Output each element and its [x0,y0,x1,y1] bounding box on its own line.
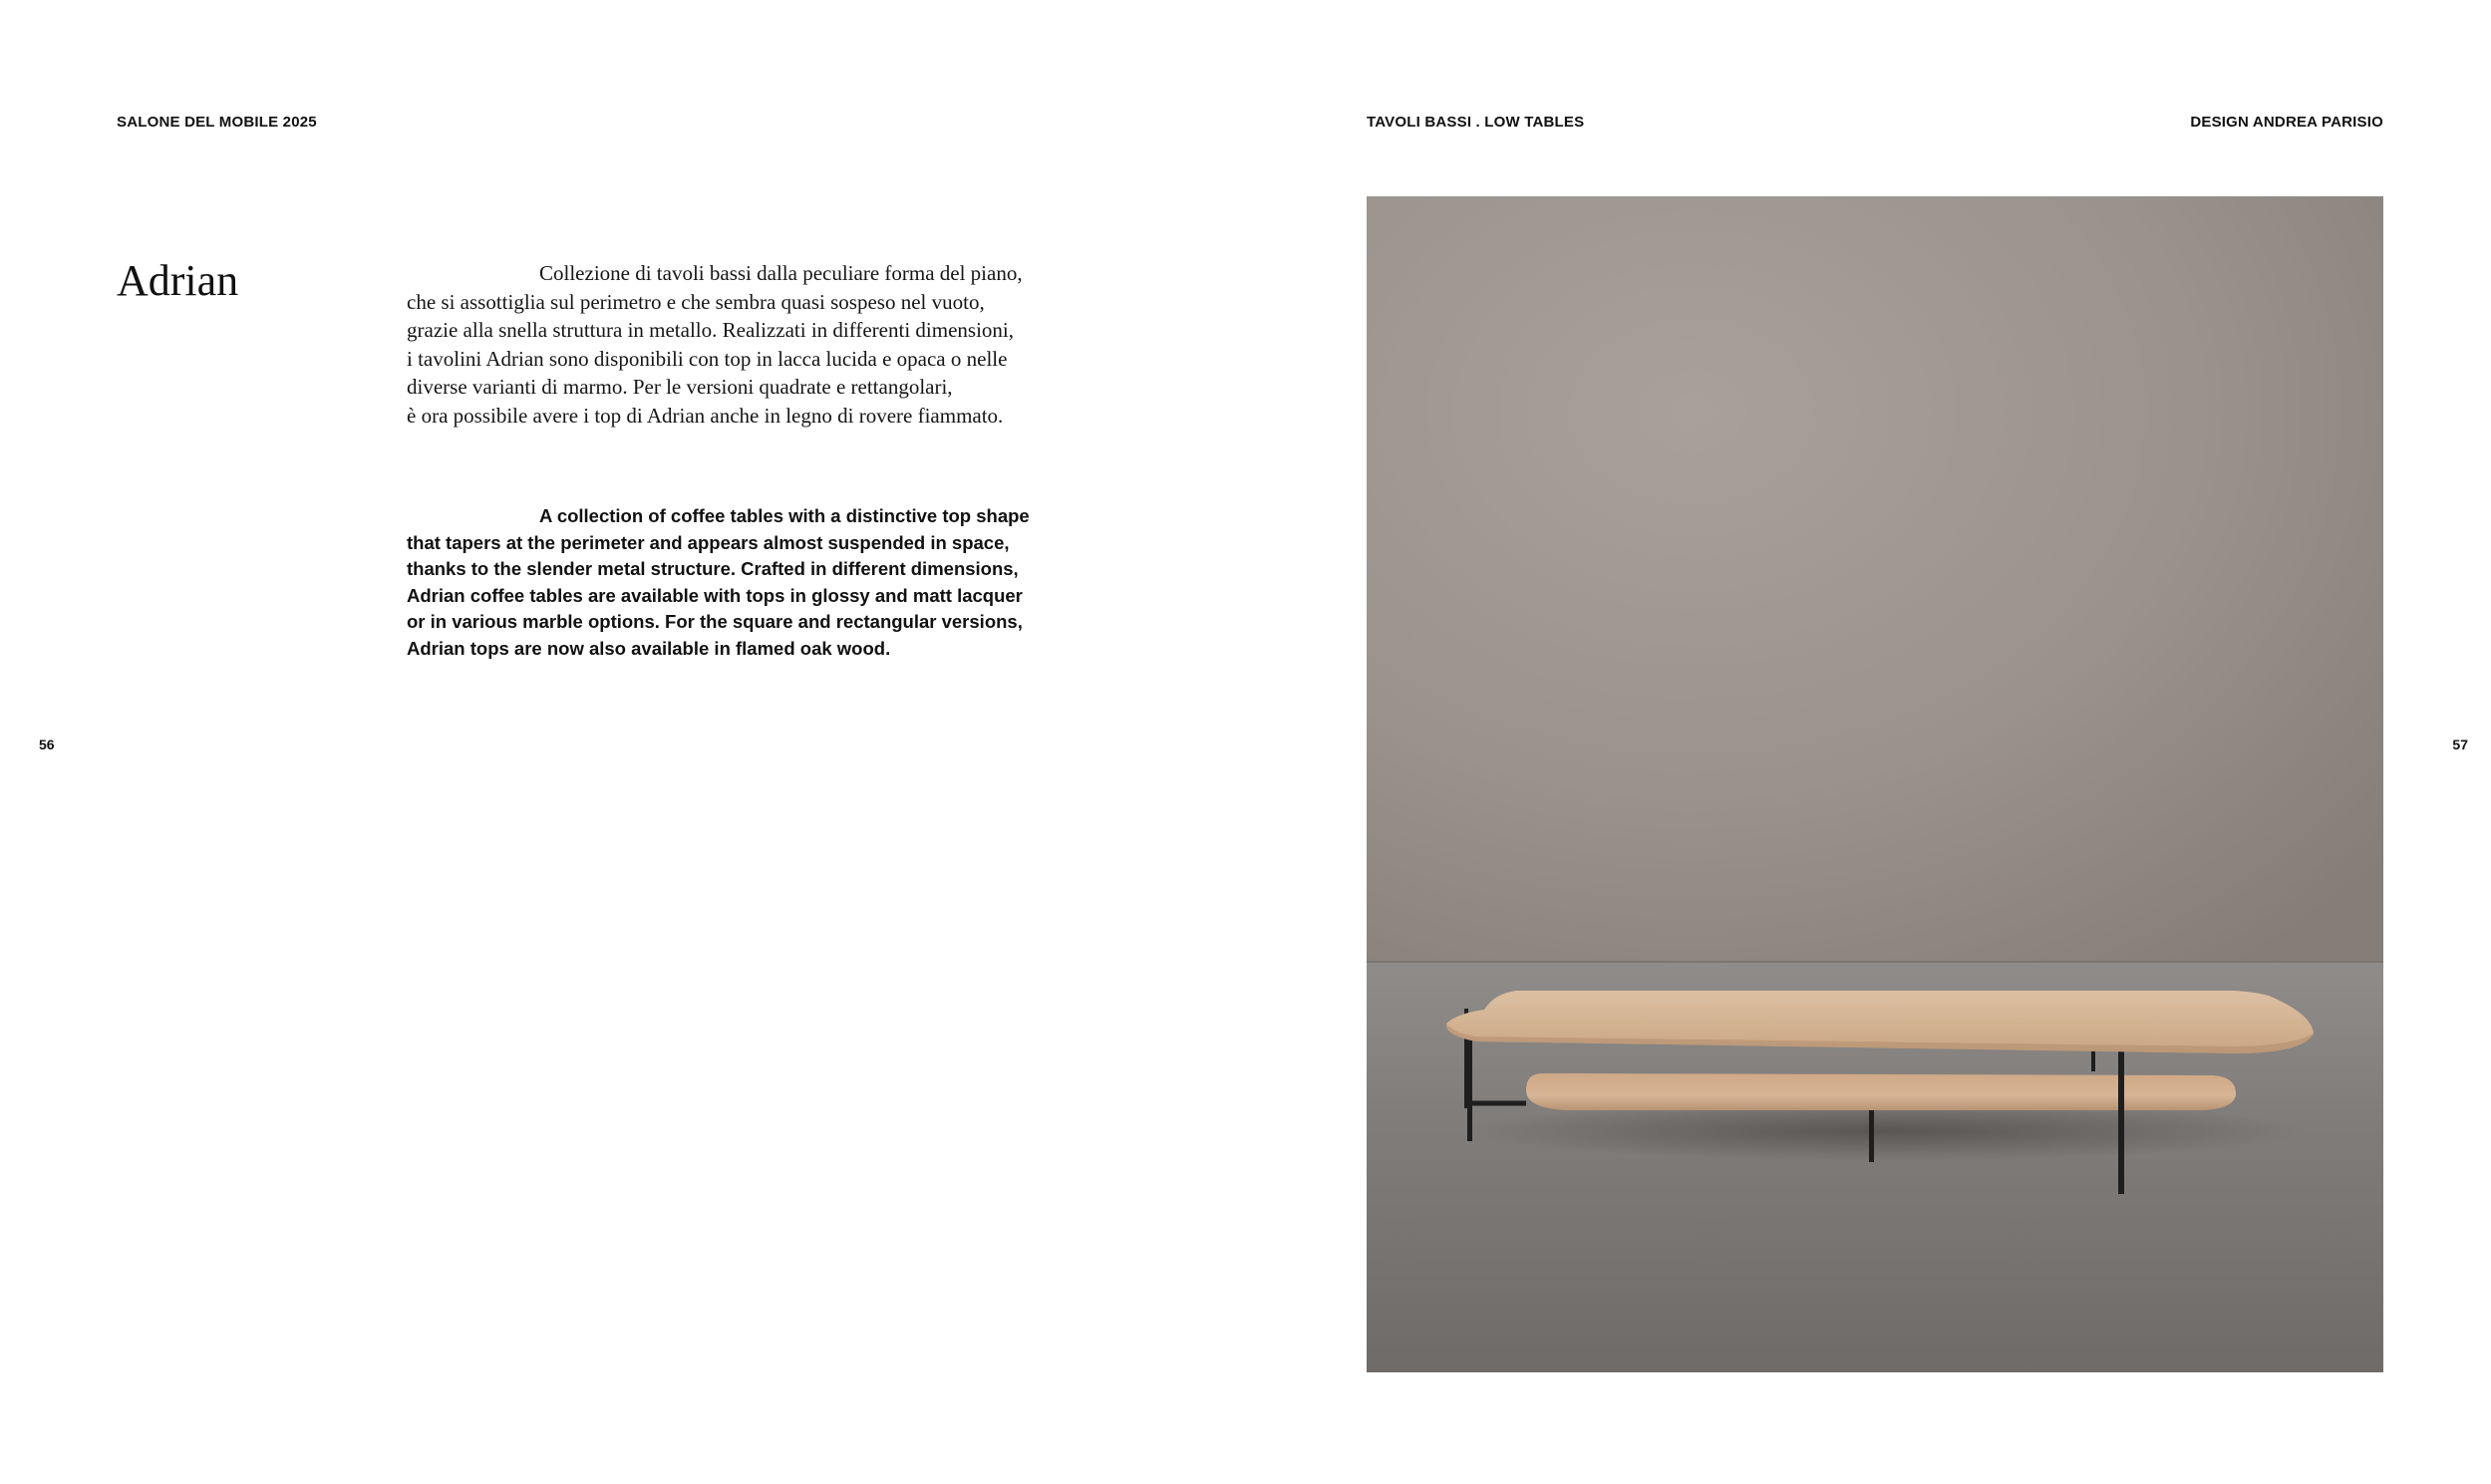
description-english [407,503,1085,662]
header-designer: DESIGN ANDREA PARISIO [2190,114,2383,131]
product-title: Adrian [117,256,239,305]
header-event: SALONE DEL MOBILE 2025 [117,114,317,131]
page-number-left: 56 [39,737,55,752]
description-line: Adrian tops are now also available in flamed oak wood. [407,637,891,659]
description-line: Collezione di tavoli bassi dalla peculiare forma del piano, [539,261,1023,285]
header-section: TAVOLI BASSI . LOW TABLES [1367,114,1585,131]
table-leg [2118,1041,2124,1194]
description-line: or in various marble options. For the square and rectangular versions, [407,611,1023,632]
description-line: A collection of coffee tables with a distinctive top shape [539,505,1030,526]
description-line: grazie alla snella struttura in metallo. Realizzati in differenti dimensioni, [407,318,1014,342]
description-line: thanks to the slender metal structure. Crafted in different dimensions, [407,558,1019,579]
description-line: Adrian coffee tables are available with tops in glossy and matt lacquer [407,584,1023,606]
product-photo [1367,196,2383,1372]
table-leg [1467,1024,1472,1141]
description-line: i tavolini Adrian sono disponibili con top in lacca lucida e opaca o nelle [407,346,1008,371]
description-line: che si assottiglia sul perimetro e che sembra quasi sospeso nel vuoto, [407,289,985,314]
table-shelf [1526,1073,2236,1110]
description-line: diverse varianti di marmo. Per le versioni quadrate e rettangolari, [407,375,953,399]
wall [1367,196,2383,964]
table-leg [1869,1110,1874,1162]
description-italian [407,259,1085,430]
description-line: è ora possibile avere i top di Adrian anche in legno di rovere fiammato. [407,403,1004,428]
page-number-right: 57 [2452,737,2468,752]
description-line: that tapers at the perimeter and appears almost suspended in space, [407,531,1010,553]
